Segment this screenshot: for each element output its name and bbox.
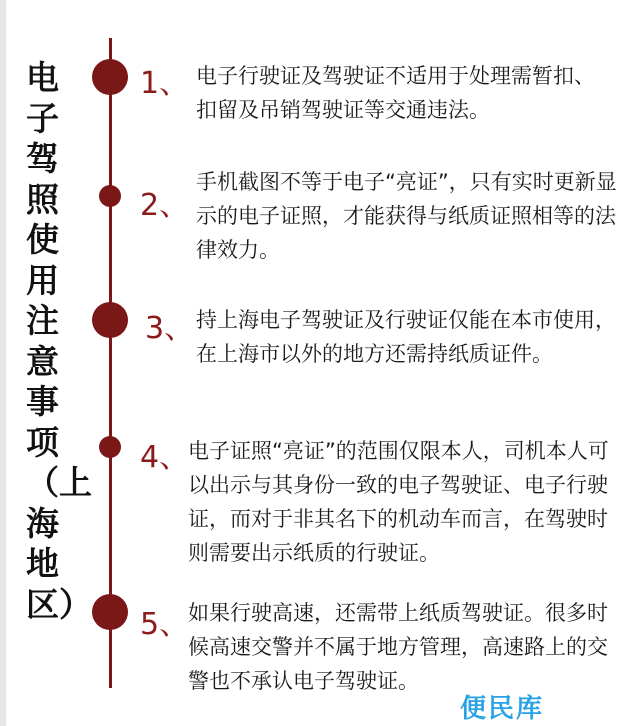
item-number-2: 2、 bbox=[140, 188, 190, 223]
title-char: 海 bbox=[26, 503, 59, 543]
item-text-1: 电子行驶证及驾驶证不适用于处理需暂扣、扣留及吊销驾驶证等交通违法。 bbox=[196, 64, 595, 122]
item-number-1: 1、 bbox=[140, 66, 190, 101]
timeline-dot-1 bbox=[92, 59, 128, 95]
title-char: 区） bbox=[26, 584, 92, 624]
title-char: 照 bbox=[26, 179, 59, 219]
title-char: （上 bbox=[26, 463, 92, 502]
timeline-dot-5 bbox=[92, 594, 128, 630]
title-char: 使 bbox=[26, 220, 59, 259]
page-title bbox=[26, 58, 90, 625]
item-number-4: 4、 bbox=[140, 440, 190, 475]
watermark-logo: 便民库 bbox=[460, 694, 545, 724]
item-text-2: 手机截图不等于电子“亮证”，只有实时更新显示的电子证照，才能获得与纸质证照相等的法律效力。 bbox=[196, 170, 617, 262]
item-number-5: 5、 bbox=[140, 607, 190, 642]
title-char: 注 bbox=[26, 301, 59, 340]
title-char: 电 bbox=[26, 58, 59, 97]
timeline-dot-4 bbox=[99, 436, 121, 458]
title-char: 用 bbox=[26, 260, 59, 300]
item-text-3: 持上海电子驾驶证及行驶证仅能在本市使用，在上海市以外的地方还需持纸质证件。 bbox=[196, 308, 616, 366]
item-text-4: 电子证照“亮证”的范围仅限本人，司机本人可以出示与其身份一致的电子驾驶证、电子行驶证，而对于非其名下的机动车而言，在驾驶时则需要出示纸质的行驶证。 bbox=[188, 439, 609, 565]
title-char: 地 bbox=[26, 544, 59, 583]
timeline-line bbox=[109, 38, 112, 688]
title-char: 意 bbox=[26, 341, 59, 381]
title-char: 驾 bbox=[26, 139, 59, 178]
timeline-dot-2 bbox=[99, 185, 121, 207]
title-char: 子 bbox=[26, 98, 59, 138]
title-char: 事 bbox=[26, 382, 59, 421]
title-char: 项 bbox=[26, 422, 59, 462]
item-text-5: 如果行驶高速，还需带上纸质驾驶证。很多时候高速交警并不属于地方管理，高速路上的交警也不承认电子驾驶证。 bbox=[188, 601, 608, 693]
timeline-dot-3 bbox=[92, 302, 128, 338]
left-border bbox=[0, 0, 6, 726]
item-number-3: 3、 bbox=[145, 311, 195, 346]
